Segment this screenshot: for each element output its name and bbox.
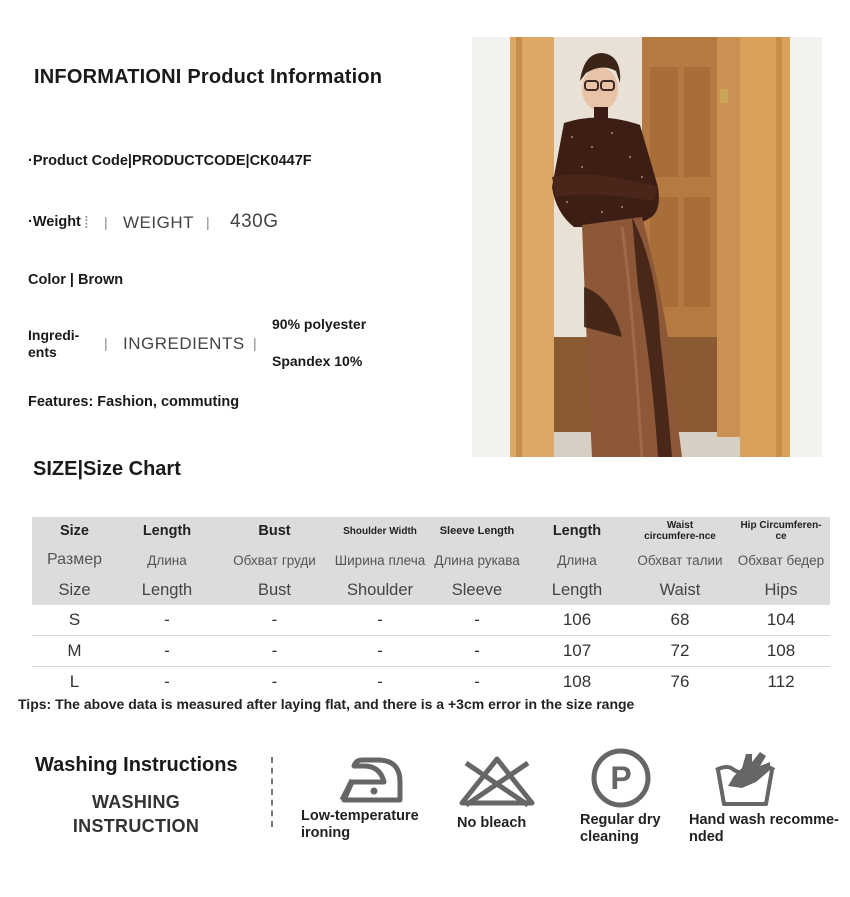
- icon-label-line2: ironing: [301, 825, 351, 841]
- table-cell: -: [332, 605, 428, 636]
- weight-mark: ⁞: [84, 213, 89, 232]
- product-information-title: INFORMATIONI Product Information: [34, 66, 383, 88]
- table-row: [32, 636, 830, 667]
- header-cell: Hips: [732, 575, 830, 605]
- ingredients-separator-2: |: [253, 335, 257, 351]
- svg-text:P: P: [610, 760, 632, 796]
- table-cell: -: [332, 636, 428, 667]
- table-cell: -: [164, 672, 170, 691]
- product-photo: [472, 37, 822, 457]
- table-cell: M: [32, 636, 117, 667]
- table-cell: L: [69, 672, 80, 691]
- ingredients-label: [28, 327, 79, 361]
- header-cell: Длина: [117, 545, 217, 575]
- table-row: [32, 605, 830, 636]
- section-divider: [271, 757, 273, 827]
- table-cell: 112: [767, 672, 795, 691]
- size-tips: Tips: The above data is measured after laying flat, and there is a +3cm error in the size range: [18, 696, 635, 712]
- low-temperature-iron-icon: [338, 752, 406, 811]
- header-cell: Shoulder: [332, 575, 428, 605]
- no-bleach-icon: [458, 755, 536, 812]
- low-temperature-iron-label: [301, 808, 419, 842]
- header-cell: Length: [117, 517, 217, 545]
- header-cell: Bust: [217, 575, 332, 605]
- ingredient-spandex: Spandex 10%: [272, 353, 363, 369]
- header-cell: Shoulder Width: [332, 517, 428, 545]
- icon-label-line1: Hand wash recomme-: [689, 812, 839, 828]
- header-row-ru: [32, 545, 830, 575]
- ingredients-label-line1: Ingredi-: [28, 327, 80, 343]
- table-cell: 68: [628, 605, 732, 636]
- product-code: ·Product Code|PRODUCTCODE|CK0447F: [28, 153, 312, 169]
- header-cell: Waist: [628, 575, 732, 605]
- ingredient-polyester: 90% polyester: [272, 316, 367, 332]
- table-cell: -: [377, 672, 383, 691]
- weight-separator-2: |: [206, 214, 210, 230]
- table-cell: 72: [628, 636, 732, 667]
- features-info: Features: Fashion, commuting: [28, 394, 240, 410]
- table-cell: 107: [526, 636, 628, 667]
- size-chart-table: [32, 517, 830, 697]
- hand-wash-icon: [712, 748, 778, 813]
- header-cell: Length: [526, 517, 628, 545]
- dry-clean-label: [580, 812, 661, 846]
- weight-value: 430G: [230, 211, 279, 232]
- washing-title: Washing Instructions: [35, 754, 238, 776]
- ingredients-label-line2: ents: [28, 344, 57, 360]
- washing-subtitle: [54, 790, 218, 838]
- dry-clean-icon: [589, 746, 653, 815]
- table-cell: -: [217, 636, 332, 667]
- table-cell: -: [117, 636, 217, 667]
- header-cell: Sleeve: [428, 575, 526, 605]
- size-chart-title: SIZE|Size Chart: [33, 458, 181, 480]
- color-info: Color | Brown: [28, 272, 124, 288]
- table-cell: 108: [562, 672, 592, 691]
- header-cell: Обхват бедер: [732, 545, 830, 575]
- header-row-en: [32, 517, 830, 545]
- table-cell: -: [271, 672, 278, 691]
- weight-separator: |: [104, 214, 108, 230]
- header-cell: Hip Circumferen-ce: [732, 517, 830, 545]
- header-cell: Обхват груди: [217, 545, 332, 575]
- header-cell: Length: [526, 575, 628, 605]
- icon-label-line1: Low-temperature: [301, 808, 419, 824]
- table-cell: -: [117, 605, 217, 636]
- header-cell: Ширина плеча: [332, 545, 428, 575]
- header-cell: Обхват талии: [628, 545, 732, 575]
- weight-label: ·Weight: [28, 214, 81, 230]
- icon-label-line1: Regular dry: [580, 812, 661, 828]
- table-cell: -: [217, 605, 332, 636]
- icon-label-line2: nded: [689, 829, 724, 845]
- header-cell: Bust: [217, 517, 332, 545]
- header-cell: Размер: [32, 545, 117, 575]
- table-row: [32, 667, 830, 698]
- header-cell: Waist circumfere-nce: [628, 517, 732, 545]
- hand-wash-label: [689, 812, 839, 846]
- header-cell: Длина рукава: [428, 545, 526, 575]
- header-row-short: [32, 575, 830, 605]
- no-bleach-label: No bleach: [457, 815, 527, 831]
- table-cell: 104: [732, 605, 830, 636]
- washing-subtitle-line2: INSTRUCTION: [72, 816, 200, 836]
- table-cell: 106: [526, 605, 628, 636]
- weight-en-label: WEIGHT: [123, 213, 194, 232]
- icon-label-line2: cleaning: [580, 829, 639, 845]
- table-cell: 76: [670, 672, 690, 691]
- header-cell: Size: [32, 517, 117, 545]
- header-cell: Длина: [526, 545, 628, 575]
- table-cell: -: [428, 636, 526, 667]
- model-illustration: [472, 37, 822, 457]
- ingredients-en-label: INGREDIENTS: [123, 334, 245, 353]
- washing-subtitle-line1: WASHING: [91, 792, 181, 812]
- header-cell: Length: [117, 575, 217, 605]
- header-cell: Sleeve Length: [428, 517, 526, 545]
- table-cell: -: [428, 605, 526, 636]
- ingredients-separator: |: [104, 335, 108, 351]
- table-cell: -: [474, 672, 480, 691]
- table-cell: S: [32, 605, 117, 636]
- header-cell: Size: [32, 575, 117, 605]
- table-cell: 108: [732, 636, 830, 667]
